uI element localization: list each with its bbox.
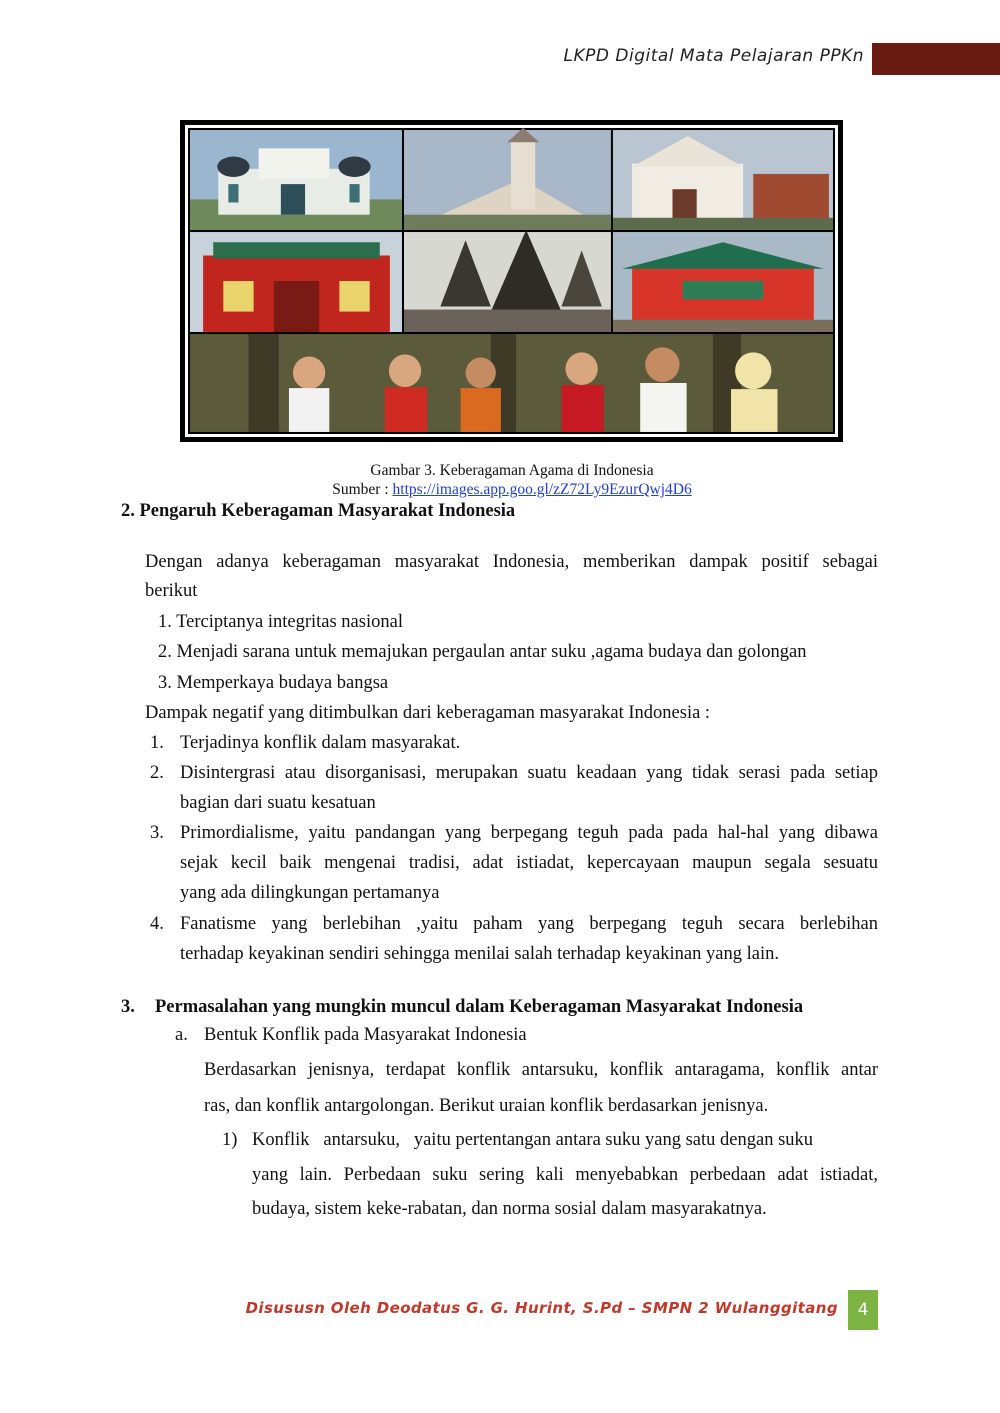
- negative-item-2-line-2: bagian dari suatu kesatuan: [180, 793, 376, 813]
- collage-image: [188, 128, 835, 434]
- positive-item-1: 1. Terciptanya integritas nasional: [158, 612, 403, 632]
- negative-num-4: 4.: [150, 914, 164, 934]
- conflict-item-1-num: 1): [222, 1130, 238, 1150]
- section-3-heading: Permasalahan yang mungkin muncul dalam Keberagaman Masyarakat Indonesia: [155, 997, 804, 1017]
- negative-item-2-line-1: Disintergrasi atau disorganisasi, merupakan suatu keadaan yang tidak serasi pada setiap: [180, 763, 878, 783]
- figure-caption: Gambar 3. Keberagaman Agama di Indonesia: [370, 462, 654, 479]
- negative-intro: Dampak negatif yang ditimbulkan dari keberagaman masyarakat Indonesia :: [145, 703, 711, 723]
- positive-item-3: 3. Memperkaya budaya bangsa: [158, 673, 389, 693]
- temple-gate-photo: [190, 232, 402, 332]
- conflict-item-1-line-2: yang lain. Perbedaan suku sering kali menyebabkan perbedaan adat istiadat,: [252, 1165, 878, 1185]
- source-link[interactable]: https://images.app.goo.gl/zZ72Ly9EzurQwj4D6: [392, 481, 692, 498]
- header-title: LKPD Digital Mata Pelajaran PPKn: [563, 46, 864, 66]
- children-photo: [190, 334, 833, 432]
- figure-source: [0, 481, 1000, 499]
- positive-item-2: 2. Menjadi sarana untuk memajukan pergaulan antar suku ,agama budaya dan golongan: [158, 642, 807, 662]
- negative-num-1: 1.: [150, 733, 164, 753]
- sub-a-line-2: ras, dan konflik antargolongan. Berikut uraian konflik berdasarkan jenisnya.: [204, 1096, 769, 1116]
- section-3-number: 3.: [121, 997, 135, 1017]
- source-prefix: Sumber :: [332, 481, 393, 498]
- negative-item-1: Terjadinya konflik dalam masyarakat.: [180, 733, 461, 753]
- negative-num-3: 3.: [150, 823, 164, 843]
- pura-meru-photo: [404, 230, 611, 332]
- conflict-item-1-line-1: Konflik antarsuku, yaitu pertentangan antara suku yang satu dengan suku: [252, 1130, 814, 1150]
- klenteng-photo: [613, 232, 833, 332]
- negative-num-2: 2.: [150, 763, 164, 783]
- section-2-heading: 2. Pengaruh Keberagaman Masyarakat Indonesia: [121, 501, 516, 521]
- sub-a-line-1: Berdasarkan jenisnya, terdapat konflik antarsuku, konflik antaragama, konflik antar: [204, 1060, 878, 1080]
- section-2-intro-line-1: Dengan adanya keberagaman masyarakat Indonesia, memberikan dampak positif sebagai: [145, 552, 878, 572]
- negative-item-3-line-3: yang ada dilingkungan pertamanya: [180, 883, 440, 903]
- negative-item-4-line-1: Fanatisme yang berlebihan ,yaitu paham yang berpegang teguh secara berlebihan: [180, 914, 878, 934]
- sub-a-title: Bentuk Konflik pada Masyarakat Indonesia: [204, 1025, 527, 1045]
- footer-author: Disususn Oleh Deodatus G. G. Hurint, S.Pd – SMPN 2 Wulanggitang: [245, 1299, 838, 1317]
- section-2-intro-line-2: berikut: [145, 581, 198, 601]
- negative-item-3-line-1: Primordialisme, yaitu pandangan yang berpegang teguh pada pada hal-hal yang dibawa: [180, 823, 878, 843]
- religious-diversity-collage: [180, 120, 843, 442]
- church-photo-2: [613, 130, 833, 230]
- negative-item-3-line-2: sejak kecil baik mengenai tradisi, adat istiadat, kepercayaan maupun segala sesuatu: [180, 853, 878, 873]
- church-photo-1: [404, 128, 611, 230]
- negative-item-4-line-2: terhadap keyakinan sendiri sehingga menilai salah terhadap keyakinan yang lain.: [180, 944, 779, 964]
- page-number: 4: [848, 1290, 878, 1330]
- sub-a-label: a.: [175, 1025, 188, 1045]
- conflict-item-1-line-3: budaya, sistem keke-rabatan, dan norma sosial dalam masyarakatnya.: [252, 1199, 767, 1219]
- mosque-photo: [190, 130, 402, 230]
- header-accent-bar: [872, 43, 1000, 75]
